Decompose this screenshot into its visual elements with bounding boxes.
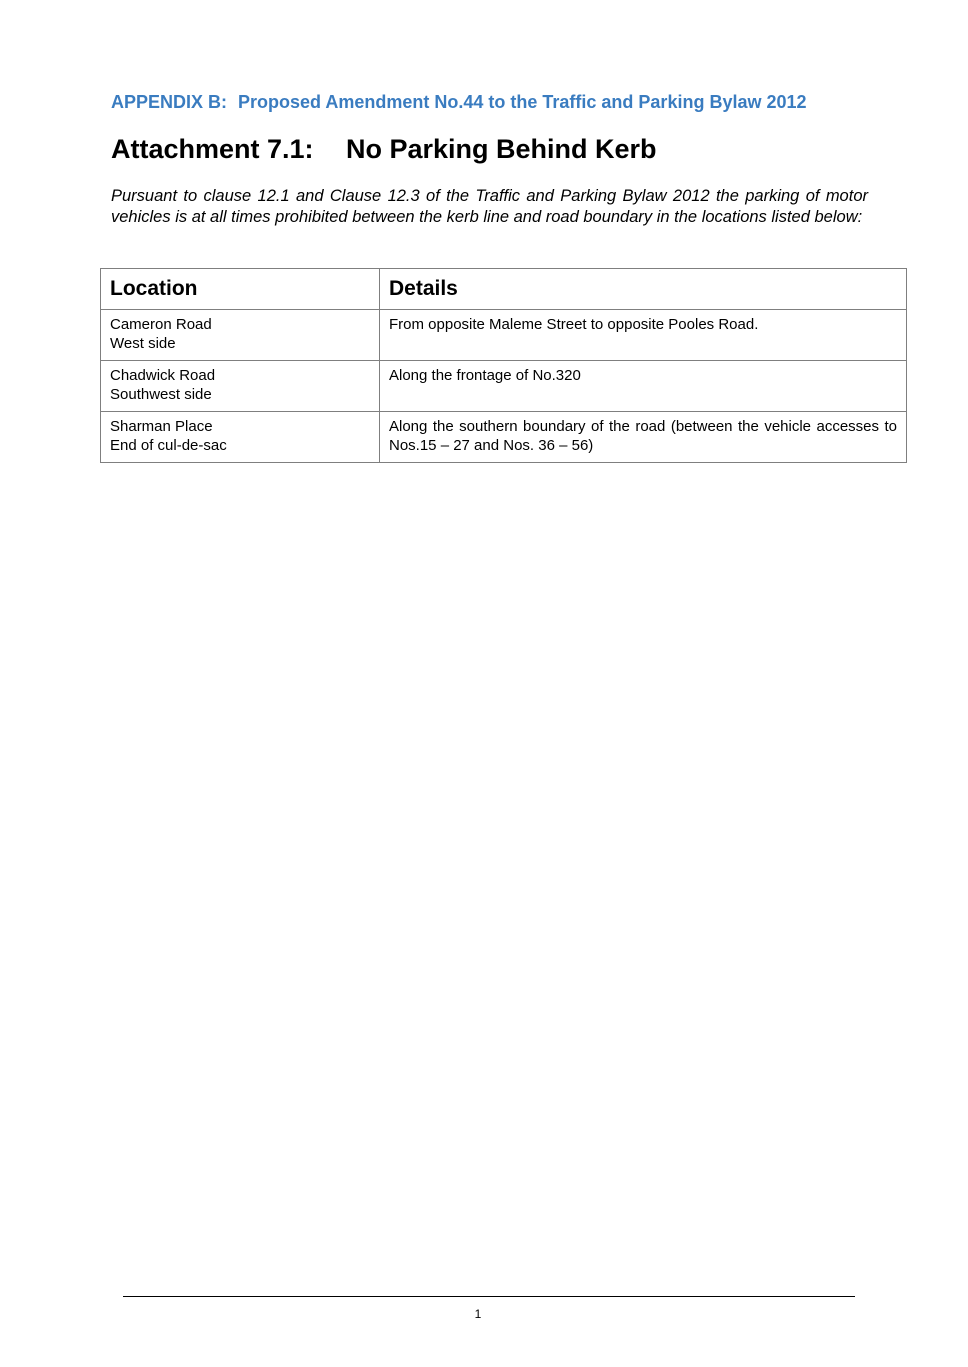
attachment-number: Attachment 7.1: (111, 134, 314, 164)
location-road: Chadwick Road (110, 367, 216, 384)
header-details: Details (380, 269, 907, 310)
attachment-title (111, 134, 657, 165)
appendix-heading (111, 92, 807, 113)
table-row (101, 412, 907, 463)
table-row (101, 310, 907, 361)
appendix-label: APPENDIX B: (111, 92, 228, 112)
location-cell (101, 412, 380, 463)
details-cell: Along the frontage of No.320 (380, 361, 907, 412)
appendix-title: Proposed Amendment No.44 to the Traffic and Parking Bylaw 2012 (238, 92, 807, 112)
location-side: Southwest side (110, 385, 212, 403)
details-cell: Along the southern boundary of the road (between the vehicle accesses to Nos.15 – 27 and Nos. 36 – 56) (380, 412, 907, 463)
footer-divider (123, 1296, 855, 1297)
page-number: 1 (474, 1307, 482, 1321)
location-side: West side (110, 334, 176, 352)
header-location: Location (101, 269, 380, 310)
location-road: Sharman Place (110, 418, 213, 435)
location-cell (101, 310, 380, 361)
location-road: Cameron Road (110, 316, 212, 333)
table-row (101, 361, 907, 412)
location-side: End of cul-de-sac (110, 436, 227, 454)
table-header-row (101, 269, 907, 310)
intro-paragraph: Pursuant to clause 12.1 and Clause 12.3 of the Traffic and Parking Bylaw 2012 the parking of motor vehicles is at all times prohibited between the kerb line and road boundary in the locations listed below: (111, 187, 868, 226)
locations-table (100, 268, 907, 463)
details-cell: From opposite Maleme Street to opposite Pooles Road. (380, 310, 907, 361)
attachment-name: No Parking Behind Kerb (346, 134, 657, 164)
location-cell (101, 361, 380, 412)
